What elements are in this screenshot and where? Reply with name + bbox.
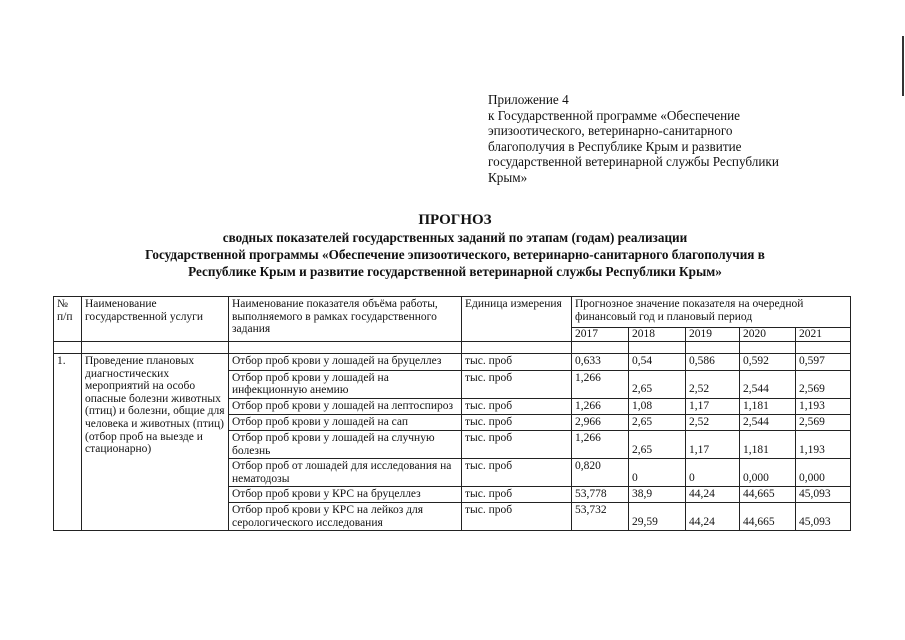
header-num: № п/п: [54, 297, 82, 342]
unit-cell: тыс. проб: [462, 459, 572, 487]
value-2017: 0,820: [572, 459, 629, 487]
value-2018: 0: [629, 459, 686, 487]
indicator-cell: Отбор проб крови у КРС на бруцеллез: [229, 487, 462, 503]
year-2017: 2017: [572, 328, 629, 342]
table-spacer-row: [54, 342, 851, 354]
value-2019: 1,17: [686, 430, 740, 458]
annex-line: благополучия в Республике Крым и развитие: [488, 138, 742, 154]
table-header-row: [54, 297, 851, 328]
value-2019: 1,17: [686, 398, 740, 415]
value-2017: 1,266: [572, 430, 629, 458]
value-2019: 44,24: [686, 487, 740, 503]
value-2017: 1,266: [572, 370, 629, 398]
value-2020: 0,000: [740, 459, 796, 487]
value-2019: 0: [686, 459, 740, 487]
table-row: [54, 354, 851, 371]
value-2020: 1,181: [740, 430, 796, 458]
value-2020: 2,544: [740, 415, 796, 431]
value-2021: 1,193: [796, 430, 851, 458]
value-2017: 2,966: [572, 415, 629, 431]
value-2018: 0,54: [629, 354, 686, 371]
value-2017: 0,633: [572, 354, 629, 371]
scan-edge-mark: [902, 36, 904, 96]
row-num: 1.: [54, 354, 82, 531]
unit-cell: тыс. проб: [462, 502, 572, 530]
value-2021: 2,569: [796, 370, 851, 398]
value-2017: 53,778: [572, 487, 629, 503]
unit-cell: тыс. проб: [462, 415, 572, 431]
document-heading: [60, 211, 850, 280]
value-2020: 1,181: [740, 398, 796, 415]
heading-line: Республике Крым и развитие государственной ветеринарной службы Республики Крым»: [188, 264, 722, 279]
heading-line: Государственной программы «Обеспечение эпизоотического, ветеринарно-санитарного благополучия в: [145, 247, 765, 262]
unit-cell: тыс. проб: [462, 370, 572, 398]
indicator-cell: Отбор проб крови у лошадей на бруцеллез: [229, 354, 462, 371]
header-forecast: Прогнозное значение показателя на очередной финансовый год и плановый период: [572, 297, 851, 328]
value-2019: 2,52: [686, 370, 740, 398]
year-2018: 2018: [629, 328, 686, 342]
value-2020: 0,592: [740, 354, 796, 371]
header-unit: Единица измерения: [462, 297, 572, 342]
annex-line: государственной ветеринарной службы Республики: [488, 154, 779, 170]
indicator-cell: Отбор проб от лошадей для исследования на нематодозы: [229, 459, 462, 487]
value-2020: 44,665: [740, 502, 796, 530]
value-2021: 0,000: [796, 459, 851, 487]
value-2017: 53,732: [572, 502, 629, 530]
year-2019: 2019: [686, 328, 740, 342]
annex-line: Приложение 4: [488, 92, 569, 107]
value-2017: 1,266: [572, 398, 629, 415]
unit-cell: тыс. проб: [462, 487, 572, 503]
value-2019: 0,586: [686, 354, 740, 371]
indicator-cell: Отбор проб крови у лошадей на инфекционную анемию: [229, 370, 462, 398]
value-2021: 0,597: [796, 354, 851, 371]
indicator-cell: Отбор проб крови у лошадей на случную болезнь: [229, 430, 462, 458]
indicator-cell: Отбор проб крови у лошадей на лептоспироз: [229, 398, 462, 415]
value-2018: 2,65: [629, 415, 686, 431]
value-2018: 2,65: [629, 370, 686, 398]
value-2021: 45,093: [796, 487, 851, 503]
value-2021: 1,193: [796, 398, 851, 415]
service-name: Проведение плановых диагностических мероприятий на особо опасные болезни животных (птиц) и болезни, общие для человека и животных (птиц) (отбор проб на выезде и стационарно): [82, 354, 229, 531]
value-2021: 45,093: [796, 502, 851, 530]
value-2018: 38,9: [629, 487, 686, 503]
indicator-cell: Отбор проб крови у лошадей на сап: [229, 415, 462, 431]
year-2020: 2020: [740, 328, 796, 342]
value-2021: 2,569: [796, 415, 851, 431]
header-indicator: Наименование показателя объёма работы, выполняемого в рамках государственного задания: [229, 297, 462, 342]
value-2018: 1,08: [629, 398, 686, 415]
value-2020: 44,665: [740, 487, 796, 503]
unit-cell: тыс. проб: [462, 430, 572, 458]
annex-line: эпизоотического, ветеринарно-санитарного: [488, 123, 733, 139]
document-title: ПРОГНОЗ: [418, 212, 492, 228]
annex-line: Крым»: [488, 169, 528, 185]
forecast-table: [53, 296, 851, 531]
annex-note: [488, 92, 848, 186]
value-2020: 2,544: [740, 370, 796, 398]
value-2018: 2,65: [629, 430, 686, 458]
unit-cell: тыс. проб: [462, 398, 572, 415]
unit-cell: тыс. проб: [462, 354, 572, 371]
value-2019: 44,24: [686, 502, 740, 530]
annex-line: к Государственной программе «Обеспечение: [488, 107, 741, 123]
header-service: Наименование государственной услуги: [82, 297, 229, 342]
value-2018: 29,59: [629, 502, 686, 530]
heading-line: сводных показателей государственных заданий по этапам (годам) реализации: [222, 230, 688, 245]
indicator-cell: Отбор проб крови у КРС на лейкоз для серологического исследования: [229, 502, 462, 530]
value-2019: 2,52: [686, 415, 740, 431]
year-2021: 2021: [796, 328, 851, 342]
